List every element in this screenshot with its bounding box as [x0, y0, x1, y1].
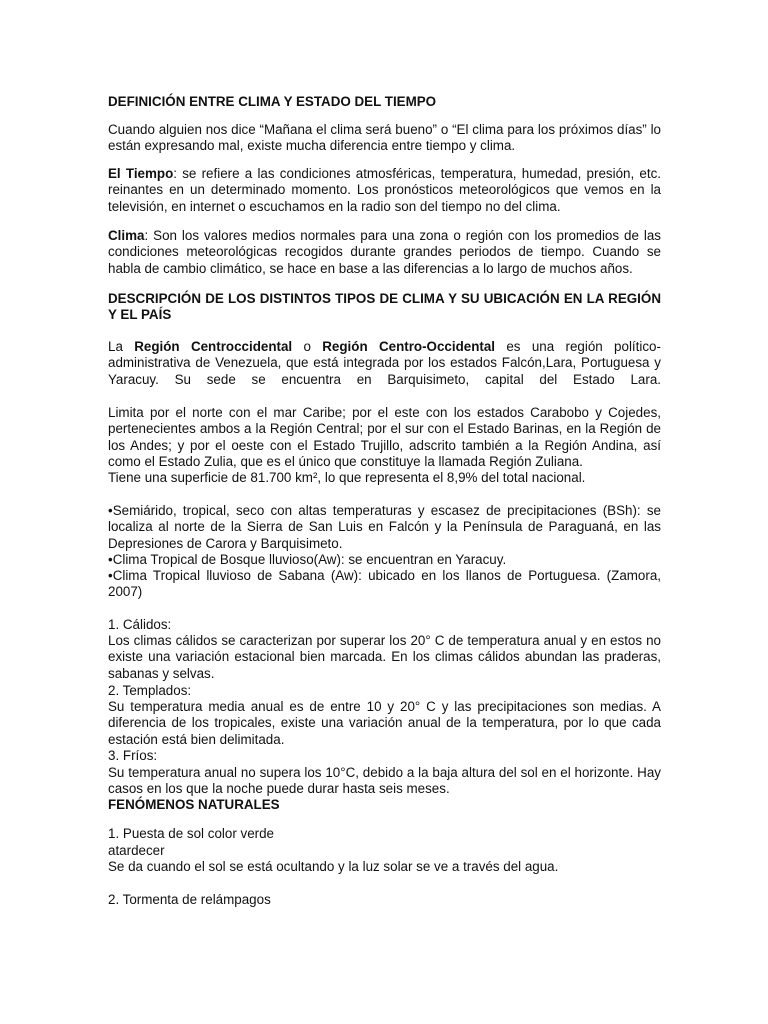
tiempo-paragraph: [108, 166, 661, 215]
tiempo-term: El Tiempo: [108, 166, 174, 181]
type-calidos-title: 1. Cálidos:: [108, 617, 172, 632]
phenomenon-1-text: Se da cuando el sol se está ocultando y la luz solar se ve a través del agua.: [108, 859, 559, 874]
heading-clima-tiempo: DEFINICIÓN ENTRE CLIMA Y ESTADO DEL TIEMPO: [108, 94, 437, 109]
clima-term: Clima: [108, 228, 145, 243]
region-la: La: [108, 339, 123, 354]
heading-fenomenos: FENÓMENOS NATURALES: [108, 797, 280, 812]
phenomenon-1-title: 1. Puesta de sol color verde: [108, 826, 274, 841]
bullet-item: •Clima Tropical de Bosque lluvioso(Aw): se encuentran en Yaracuy.: [108, 552, 507, 567]
type-frios-text: Su temperatura anual no supera los 10°C, debido a la baja altura del sol en el horizonte. Hay casos en los que la noche puede durar hasta seis meses.: [108, 765, 661, 797]
type-frios-title: 3. Fríos:: [108, 748, 158, 763]
bullet-item: •Clima Tropical lluvioso de Sabana (Aw): ubicado en los llanos de Portuguesa. (Zamora, 2007): [108, 568, 661, 600]
clima-definition: : Son los valores medios normales para una zona o región con los promedios de las condiciones meteorológicas recogidos durante grandes periodos de tiempo. Cuando se habla de cambio climático, se hace en base a las diferencias a lo largo de muchos años.: [108, 228, 661, 276]
region-term-centroccidental: Región Centroccidental: [134, 339, 293, 354]
region-limits: Limita por el norte con el mar Caribe; por el este con los estados Carabobo y Cojedes, pertenecientes ambos a la Región Central; por el sur con el Estado Barinas, en la Región de los Andes; y por el oeste con el Estado Trujillo, adscrito también a la Región Andina, así como el Estado Zulia, que es el único que constituye la llamada Región Zuliana.: [108, 405, 661, 469]
type-templados-text: Su temperatura media anual es de entre 10 y 20° C y las precipitaciones son medias. A diferencia de los tropicales, existe una variación anual de la temperatura, por lo que cada estación está bien delimitada.: [108, 699, 661, 747]
region-description: es una región político-administrativa de Venezuela, que está integrada por los estados Falcón,Lara, Portuguesa y Yaracuy. Su sede se encuentra en Barquisimeto, capital del Estado Lara.: [108, 339, 661, 387]
region-paragraph: [108, 339, 661, 388]
phenomenon-2-title: 2. Tormenta de relámpagos: [108, 892, 271, 907]
heading-tipos-clima: DESCRIPCIÓN DE LOS DISTINTOS TIPOS DE CLIMA Y SU UBICACIÓN EN LA REGIÓN Y EL PAÍS: [108, 291, 661, 323]
region-area: Tiene una superficie de 81.700 km², lo que representa el 8,9% del total nacional.: [108, 470, 586, 485]
region-o: o: [303, 339, 311, 354]
type-calidos-text: Los climas cálidos se caracterizan por superar los 20° C de temperatura anual y en estos no existe una variación estacional bien marcada. En los climas cálidos abundan las praderas, sabanas y selvas.: [108, 633, 661, 681]
phenomenon-1-subtitle: atardecer: [108, 843, 165, 858]
intro-paragraph: Cuando alguien nos dice “Mañana el clima será bueno” o “El clima para los próximos días” lo están expresando mal, existe mucha diferencia entre tiempo y clima.: [108, 122, 661, 154]
region-term-centro-occidental: Región Centro-Occidental: [322, 339, 496, 354]
bullet-item: •Semiárido, tropical, seco con altas temperaturas y escasez de precipitaciones (BSh): se localiza al norte de la Sierra de San Luis en Falcón y la Península de Paraguaná, en las Depresiones de Carora y Barquisimeto.: [108, 503, 661, 551]
clima-paragraph: [108, 228, 661, 277]
type-templados-title: 2. Templados:: [108, 683, 192, 698]
tiempo-definition: : se refiere a las condiciones atmosféricas, temperatura, humedad, presión, etc. reinantes en un determinado momento. Los pronósticos meteorológicos que vemos en la televisión, en internet o escuchamos en la radio son del tiempo no del clima.: [108, 166, 661, 214]
